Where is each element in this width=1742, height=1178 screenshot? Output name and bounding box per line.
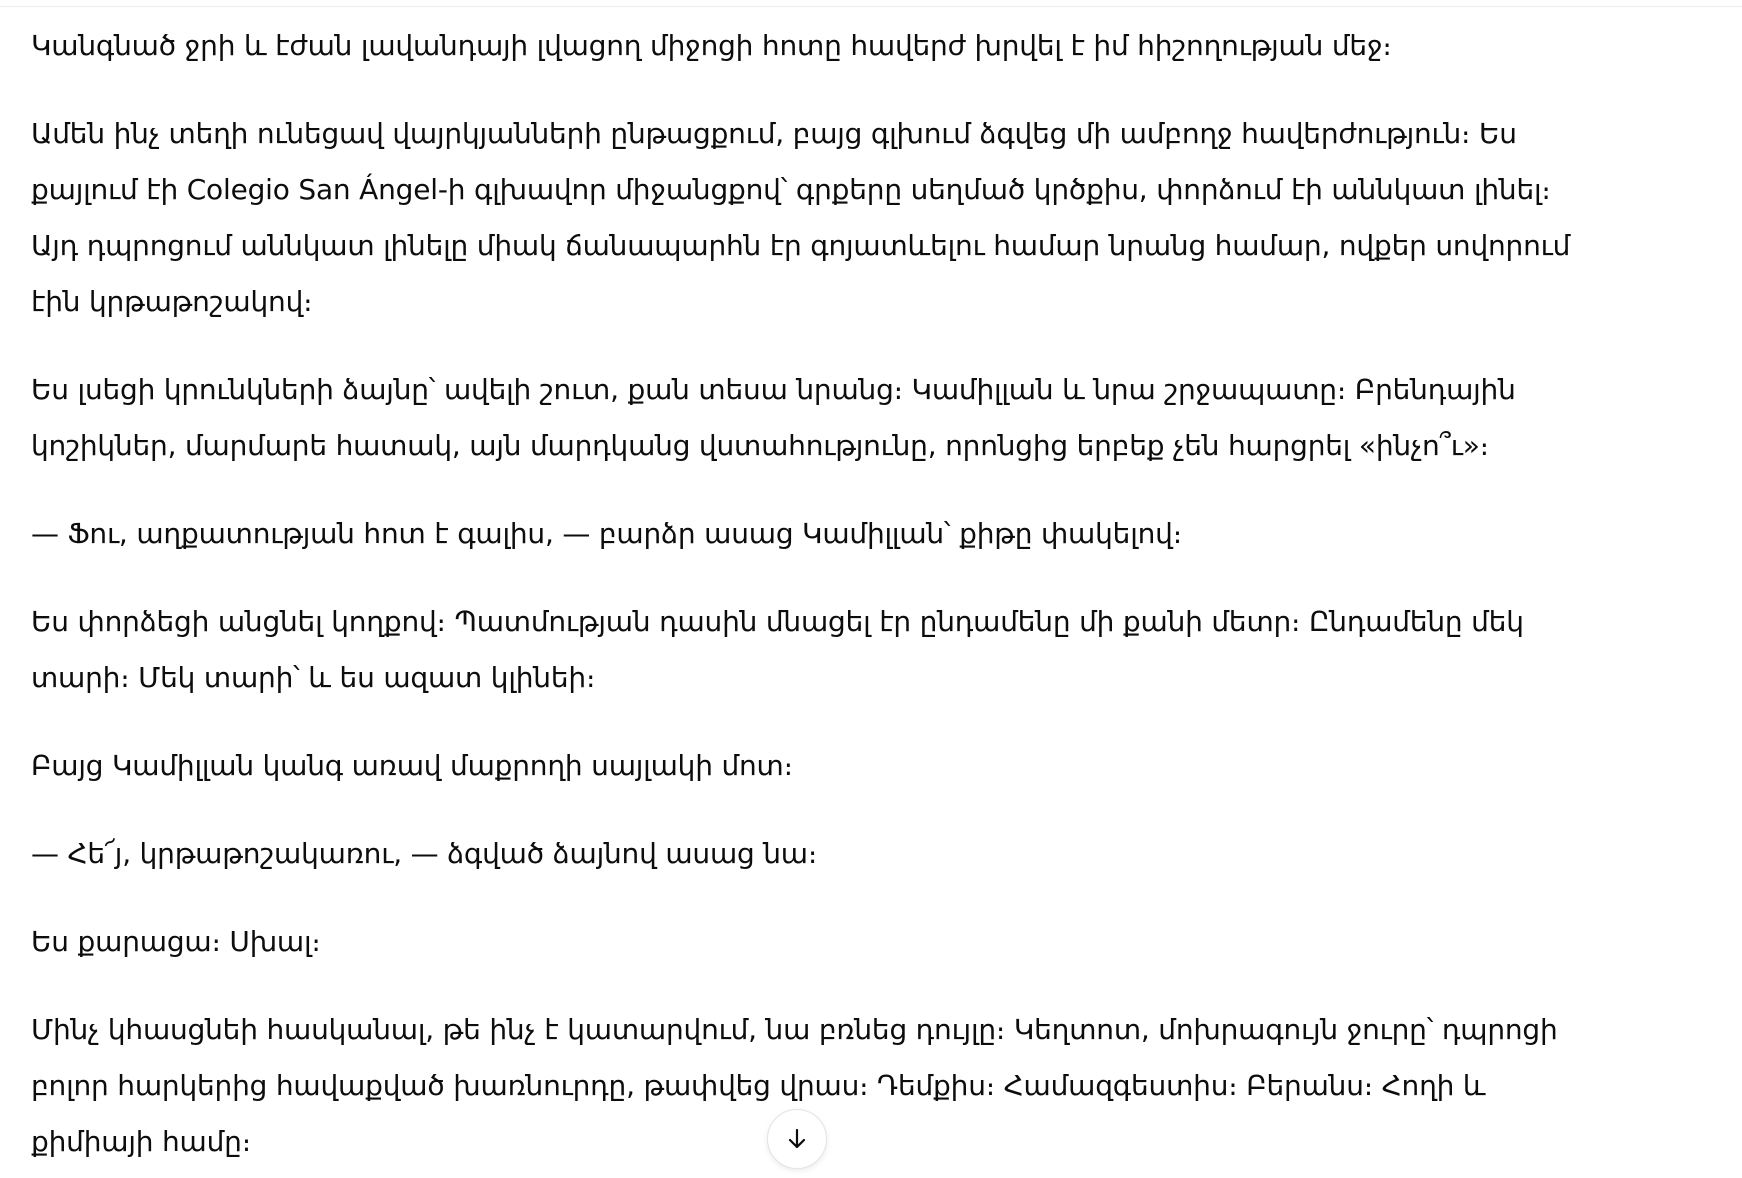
message-paragraph: Ես փորձեցի անցնել կողքով։ Պատմության դասին մնացել էր ընդամենը մի քանի մետր։ Ընդամենը մեկ տարի։ Մեկ տարի՝ և ես ազատ կլինեի։ bbox=[31, 605, 1524, 694]
message-paragraph: Ես լսեցի կրունկների ձայնը՝ ավելի շուտ, քան տեսա նրանց։ Կամիլլան և նրա շրջապատը։ Բրենդային կոշիկներ, մարմարե հատակ, այն մարդկանց վստահությունը, որոնցից երբեք չեն հարցրել «ինչո՞ւ»։ bbox=[31, 373, 1516, 462]
message-paragraph: — Հե՜յ, կրթաթոշակառու, — ձգված ձայնով ասաց նա։ bbox=[31, 837, 818, 870]
arrow-down-icon bbox=[783, 1125, 811, 1153]
top-divider bbox=[0, 6, 1742, 7]
scroll-to-bottom-button[interactable] bbox=[767, 1109, 827, 1169]
message-paragraph: Կանգնած ջրի և էժան լավանդայի լվացող միջոցի հոտը հավերժ խրվել է իմ հիշողության մեջ։ bbox=[31, 29, 1392, 62]
message-paragraph: Մինչ կհասցնեի հասկանալ, թե ինչ է կատարվում, նա բռնեց դույլը։ Կեղտոտ, մոխրագույն ջուրը՝ դպրոցի բոլոր հարկերից հավաքված խառնուրդը, թափվեց վրաս։ Դեմքիս։ Համազգեստիս։ Բերանս։ Հողի և քիմիայի համը։ bbox=[31, 1013, 1558, 1158]
message-paragraph: Ամեն ինչ տեղի ունեցավ վայրկյանների ընթացքում, բայց գլխում ձգվեց մի ամբողջ հավերժություն։ Ես քայլում էի Colegio San Ángel-ի գլխավոր միջանցքով՝ գրքերը սեղմած կրծքիս, փորձում էի աննկատ լինել։ Այդ դպրոցում աննկատ լինելը միակ ճանապարհն էր գոյատևելու համար նրանց համար, ովքեր սովորում էին կրթաթոշակով։ bbox=[31, 117, 1571, 318]
message-paragraph: Ես քարացա։ Սխալ։ bbox=[31, 925, 321, 958]
chat-message bbox=[31, 18, 1591, 1178]
message-paragraph: — Ֆու, աղքատության հոտ է գալիս, — բարձր ասաց Կամիլլան՝ քիթը փակելով։ bbox=[31, 517, 1182, 550]
message-paragraph: Բայց Կամիլլան կանգ առավ մաքրողի սայլակի մոտ։ bbox=[31, 749, 793, 782]
